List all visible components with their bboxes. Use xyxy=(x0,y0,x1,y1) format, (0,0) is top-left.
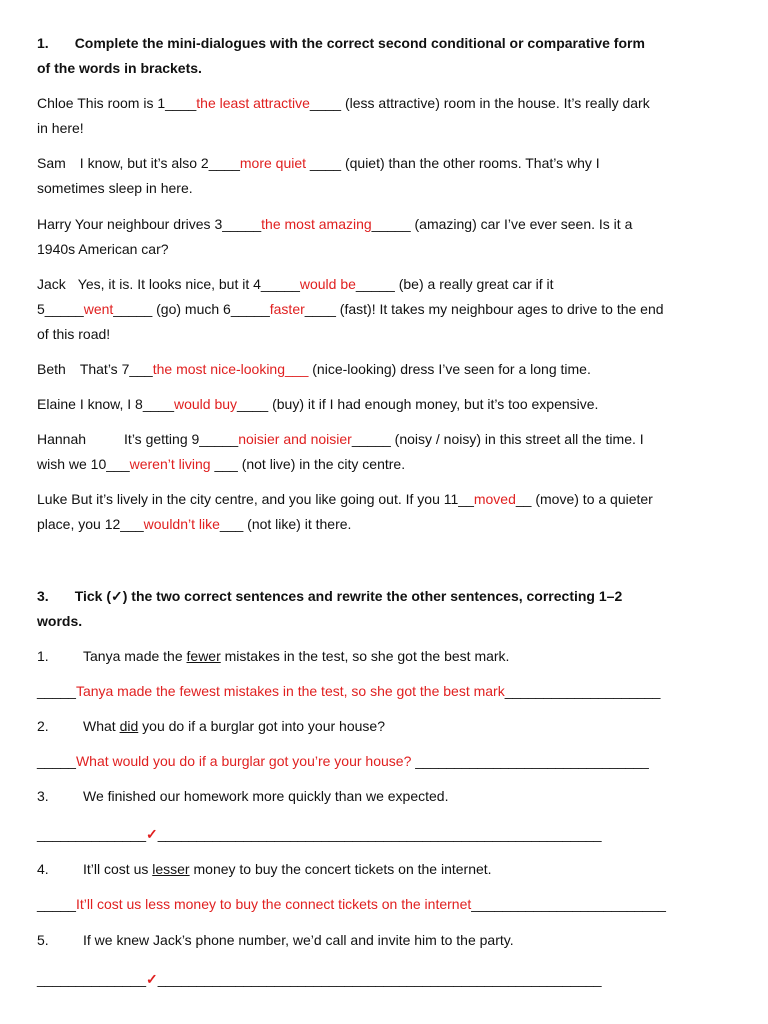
dialogue-chloe-line-2: in here! xyxy=(37,120,84,136)
answer-4: would be xyxy=(299,276,356,292)
section-3-heading-line-1 xyxy=(37,587,622,605)
speaker-name: Chloe xyxy=(37,95,74,111)
dialogue-hannah-line-2: wish we 10___weren’t living ___ (not live) in the city centre. xyxy=(37,456,406,472)
section-3-heading-line-2: words. xyxy=(37,613,83,629)
speaker-name: Sam xyxy=(37,155,66,171)
answer-2: more quiet xyxy=(239,155,307,171)
item-number: 1. xyxy=(37,648,49,664)
speaker-name: Beth xyxy=(37,361,66,377)
answer-text: It’ll cost us less money to buy the connect tickets on the internet xyxy=(75,896,472,912)
answer-12: wouldn’t like xyxy=(143,516,220,532)
speaker-name: Luke xyxy=(37,491,68,507)
exercise-item-4-sentence: 4. It’ll cost us lesser money to buy the concert tickets on the internet. xyxy=(37,861,492,877)
dialogue-harry-line-2: 1940s American car? xyxy=(37,241,169,257)
dialogue-beth-line-1: Beth That’s 7___the most nice-looking___ (nice-looking) dress I’ve seen for a long time. xyxy=(37,361,591,377)
check-mark-icon: ✓ xyxy=(146,826,158,842)
item-number: 5. xyxy=(37,932,49,948)
dialogue-luke-line-2: place, you 12___wouldn’t like___ (not like) it there. xyxy=(37,516,352,532)
answer-3: the most amazing xyxy=(261,216,372,232)
exercise-item-2-answer-line: _____What would you do if a burglar got you’re your house? ______________________________ xyxy=(37,753,649,769)
check-mark-icon: ✓ xyxy=(146,971,158,987)
exercise-item-3-sentence: 3. We finished our homework more quickly than we expected. xyxy=(37,788,449,804)
exercise-item-1-answer-line: _____Tanya made the fewest mistakes in the test, so she got the best mark____________________ xyxy=(37,683,661,699)
dialogue-elaine-line-1: Elaine I know, I 8____would buy____ (buy) it if I had enough money, but it’s too expensive. xyxy=(37,396,599,412)
exercise-item-1-sentence: 1. Tanya made the fewer mistakes in the test, so she got the best mark. xyxy=(37,648,510,664)
dialogue-sam-line-1: Sam I know, but it’s also 2____more quiet ____ (quiet) than the other rooms. That’s why I xyxy=(37,155,600,171)
exercise-item-2-sentence: 2. What did you do if a burglar got into your house? xyxy=(37,718,385,734)
speaker-name: Harry xyxy=(37,216,72,232)
answer-text: Tanya made the fewest mistakes in the test, so she got the best mark xyxy=(75,683,505,699)
answer-10: weren’t living xyxy=(129,456,211,472)
answer-11: moved xyxy=(473,491,516,507)
answer-7: the most nice-looking___ xyxy=(152,361,309,377)
section-1-heading-line-1 xyxy=(37,34,645,52)
underlined-word: fewer xyxy=(186,648,221,664)
dialogue-chloe-line-1: Chloe This room is 1____the least attractive____ (less attractive) room in the house. It’s really dark xyxy=(37,95,650,111)
dialogue-jack-line-3: of this road! xyxy=(37,326,111,342)
dialogue-hannah-line-1: Hannah It’s getting 9_____noisier and noisier_____ (noisy / noisy) in this street all the time. I xyxy=(37,431,644,447)
answer-6: faster xyxy=(269,301,305,317)
speaker-name: Elaine xyxy=(37,396,76,412)
exercise-item-5-answer-line: ______________✓_________________________________________________________ xyxy=(37,971,602,987)
section-1-heading-line-2: of the words in brackets. xyxy=(37,60,202,76)
answer-9: noisier and noisier xyxy=(238,431,352,447)
dialogue-luke-line-1: Luke But it’s lively in the city centre, and you like going out. If you 11__moved__ (move) to a quieter xyxy=(37,491,653,507)
dialogue-jack-line-2: 5_____went_____ (go) much 6_____faster____ (fast)! It takes my neighbour ages to drive to the end xyxy=(37,301,664,317)
dialogue-sam-line-2: sometimes sleep in here. xyxy=(37,180,193,196)
underlined-word: lesser xyxy=(152,861,190,877)
speaker-name: Jack xyxy=(37,276,66,292)
underlined-word: did xyxy=(119,718,139,734)
dialogue-jack-line-1: Jack Yes, it is. It looks nice, but it 4_____would be_____ (be) a really great car if it xyxy=(37,276,554,292)
section-3-number: 3. xyxy=(37,588,49,604)
item-number: 4. xyxy=(37,861,49,877)
answer-8: would buy xyxy=(174,396,238,412)
item-number: 2. xyxy=(37,718,49,734)
section-1-number: 1. xyxy=(37,35,49,51)
exercise-item-5-sentence: 5. If we knew Jack’s phone number, we’d call and invite him to the party. xyxy=(37,932,514,948)
answer-1: the least attractive xyxy=(196,95,310,111)
answer-text: What would you do if a burglar got you’re your house? xyxy=(75,753,412,769)
item-number: 3. xyxy=(37,788,49,804)
exercise-item-4-answer-line: _____It’ll cost us less money to buy the connect tickets on the internet_________________________ xyxy=(37,896,666,912)
section-3-heading-text: Tick (✓) the two correct sentences and rewrite the other sentences, correcting 1–2 xyxy=(74,588,623,604)
exercise-item-3-answer-line: ______________✓_________________________________________________________ xyxy=(37,826,602,842)
dialogue-harry-line-1: Harry Your neighbour drives 3_____the most amazing_____ (amazing) car I’ve ever seen. Is it a xyxy=(37,216,633,232)
section-1-heading-text: Complete the mini-dialogues with the correct second conditional or comparative form xyxy=(74,35,645,51)
speaker-name: Hannah xyxy=(37,431,87,447)
answer-5: went xyxy=(83,301,114,317)
